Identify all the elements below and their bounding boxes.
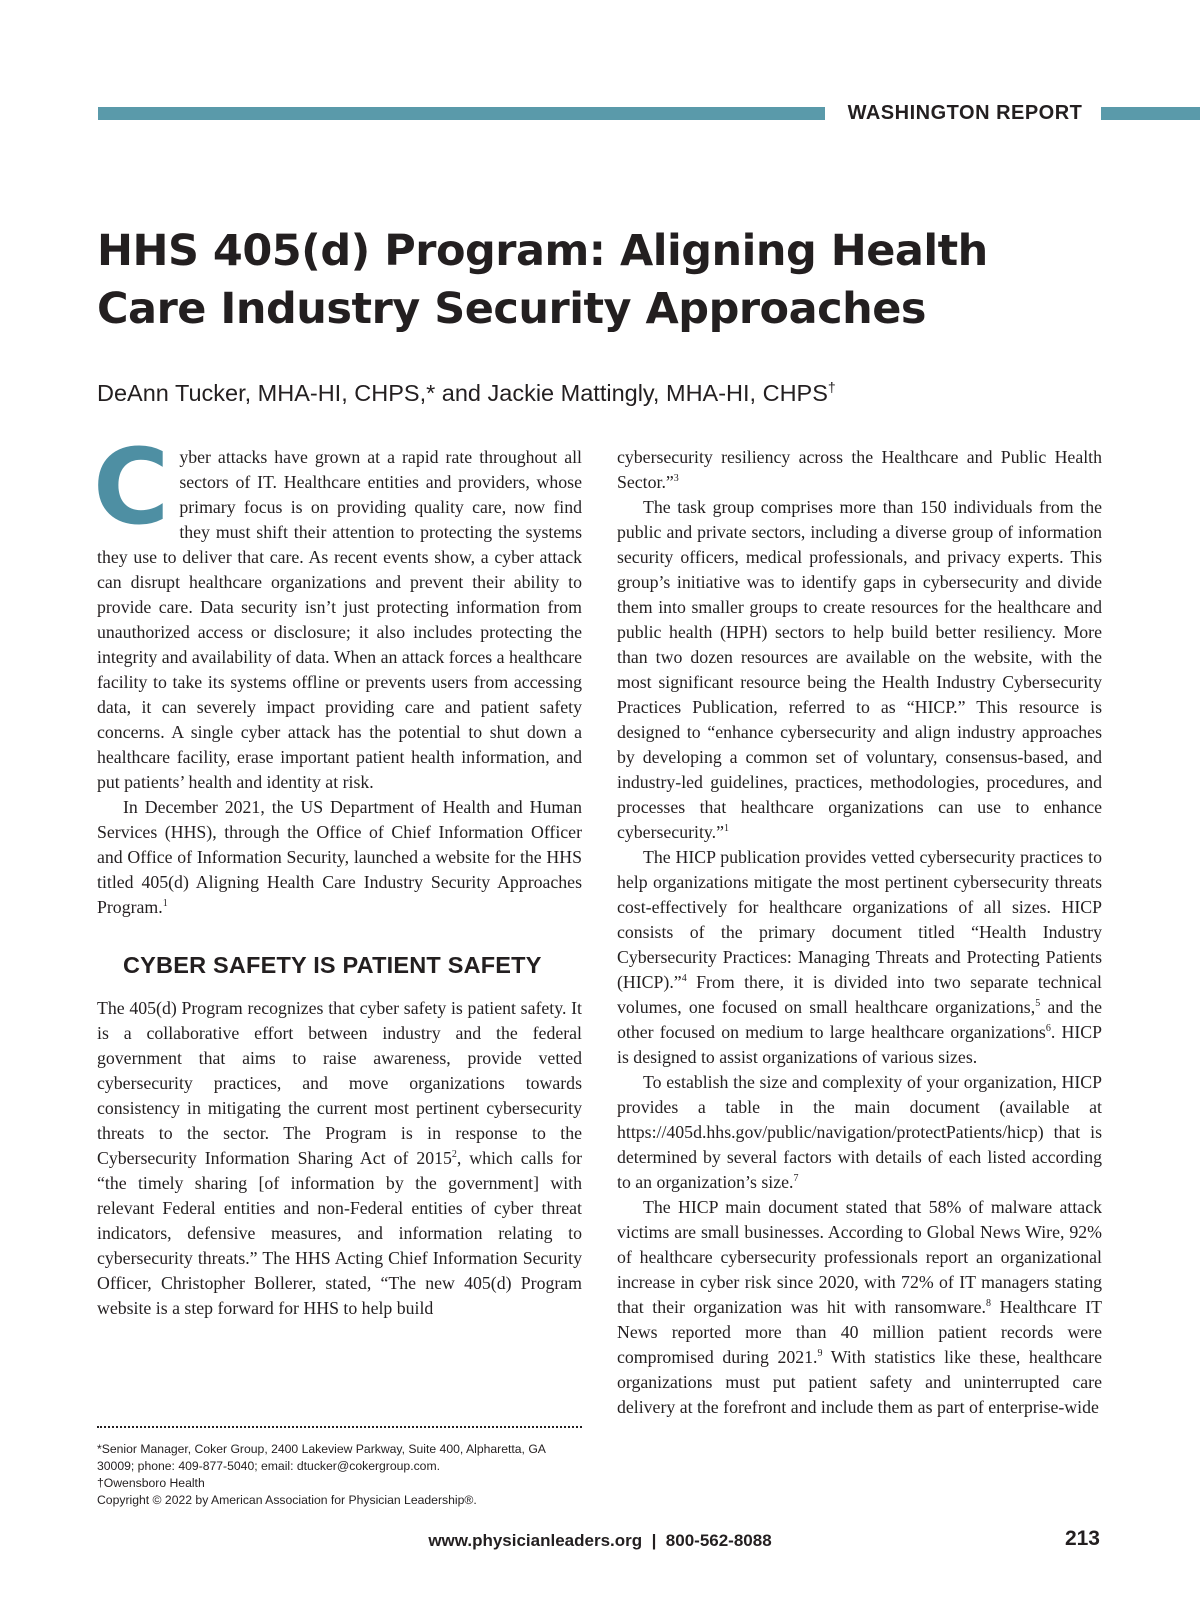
paragraph xyxy=(617,1195,1102,1420)
paragraph-text: Healthcare IT News reported more than 40 million patient records were compromised during 2021. xyxy=(617,1297,1103,1367)
paragraph xyxy=(617,1070,1102,1195)
footnote-ref: 6 xyxy=(1045,1023,1051,1035)
paragraph-text: cybersecurity resiliency across the Healthcare and Public Health Sector.” xyxy=(617,447,1102,492)
section-heading: CYBER SAFETY IS PATIENT SAFETY xyxy=(123,952,542,978)
paragraph-text: yber attacks have grown at a rapid rate throughout all sectors of IT. Healthcare entities and providers, whose primary focus is on providing quality care, now find they must shift their attention to protecting the systems they use to deliver that care. As recent events show, a cyber attack can disrupt healthcare organizations and prevent their ability to provide care. Data security isn’t just protecting information from unauthorized access or disclosure; it also includes protecting the integrity and availability of data. When an attack forces a healthcare facility to take its systems offline or prevents users from accessing data, it can severely impact providing care and patient safety concerns. A single cyber attack has the potential to shut down a healthcare facility, erase important patient health information, and put patients’ health and identity at risk. xyxy=(97,447,582,792)
footnotes xyxy=(97,1441,582,1509)
paragraph-text: The HICP publication provides vetted cybersecurity practices to help organizations mitigate the most pertinent cybersecurity threats cost-effectively for healthcare organizations of all sizes. HICP consists of the primary document titled “Health Industry Cybersecurity Practices: Managing Threats and Protecting Patients (HICP).” xyxy=(617,847,1102,992)
footnote-ref: 3 xyxy=(673,473,679,485)
footer-contact: www.physicianleaders.org | 800-562-8088 xyxy=(428,1531,772,1550)
paragraph-text: The HICP main document stated that 58% of malware attack victims are small businesses. According to Global News Wire, 92% of healthcare cybersecurity professionals report an organizational increase in cyber risk since 2020, with 72% of IT managers stating that their organization was hit with ransomware. xyxy=(617,1197,1102,1317)
footnote-ref: 1 xyxy=(723,823,729,835)
dropcap: C xyxy=(93,426,170,548)
left-column xyxy=(93,426,583,1321)
authors-dagger: † xyxy=(827,379,836,395)
paragraph-text: The 405(d) Program recognizes that cyber safety is patient safety. It is a collaborative effort between industry and the federal government that aims to raise awareness, provide vetted cybersecurity practices, and move organizations towards consistency in mitigating the current most pertinent cybersecurity threats to the sector. The Program is in response to the Cybersecurity Information Sharing Act of 2015 xyxy=(97,998,582,1168)
paragraph xyxy=(97,795,582,920)
footnote-ref: 8 xyxy=(985,1298,991,1310)
paragraph-text: and the other focused on medium to large healthcare organizations xyxy=(617,997,1102,1042)
paragraph xyxy=(617,845,1102,1070)
paragraph xyxy=(93,426,582,795)
paragraph-text: The task group comprises more than 150 individuals from the public and private sectors, including a diverse group of information security officers, medical professionals, and privacy experts. This group’s initiative was to identify gaps in cybersecurity and divide them into smaller groups to create resources for the healthcare and public health (HPH) sectors to help build better resiliency. More than two dozen resources are available on the website, with the most significant resource being the Health Industry Cybersecurity Practices Publication, referred to as “HICP.” This resource is designed to “enhance cybersecurity and align industry approaches by developing a common set of voluntary, consensus-based, and industry-led guidelines, practices, methodologies, procedures, and processes that healthcare organizations can use to enhance cybersecurity.” xyxy=(617,497,1102,842)
article-title: HHS 405(d) Program: Aligning Health Care Industry Security Approaches xyxy=(97,226,988,334)
paragraph xyxy=(617,495,1102,845)
paragraph-text: With statistics like these, healthcare organizations must put patient safety and uninterrupted care delivery at the forefront and include them as part of enterprise-wide xyxy=(617,1347,1102,1417)
section-label: WASHINGTON REPORT xyxy=(847,102,1083,124)
footnote-ref: 9 xyxy=(817,1348,823,1360)
footnote-ref: 4 xyxy=(681,973,687,985)
paragraph-text: In December 2021, the US Department of Health and Human Services (HHS), through the Office of Chief Information Officer and Office of Information Security, launched a website for the HHS titled 405(d) Aligning Health Care Industry Security Approaches Program. xyxy=(97,797,582,917)
right-column xyxy=(617,445,1102,1420)
footnote-ref: 2 xyxy=(451,1149,457,1161)
paragraph xyxy=(617,445,1102,495)
copyright-notice: Copyright © 2022 by American Association for Physician Leadership®. xyxy=(97,1493,477,1507)
header-accent-bar-left xyxy=(98,107,825,120)
footnote-ref: 5 xyxy=(1035,998,1041,1010)
paragraph xyxy=(97,996,582,1321)
page-number: 213 xyxy=(1064,1527,1100,1550)
footnote-ref: 7 xyxy=(793,1173,799,1185)
header-accent-bar-right xyxy=(1101,107,1200,120)
footnote-divider xyxy=(97,1426,582,1428)
footnote-affiliation-1: *Senior Manager, Coker Group, 2400 Lakeview Parkway, Suite 400, Alpharetta, GA 30009; phone: 409-877-5040; email: dtucker@cokergroup.com. xyxy=(97,1442,546,1473)
paragraph-text: To establish the size and complexity of your organization, HICP provides a table in the main document (available at https://405d.hhs.gov/public/navigation/protectPatients/hicp) that is determined by several factors with details of each listed according to an organization’s size. xyxy=(617,1072,1102,1192)
footnote-affiliation-2: †Owensboro Health xyxy=(97,1476,205,1490)
paragraph-text: , which calls for “the timely sharing [of information by the government] with relevant Federal entities and non-Federal entities of cyber threat indicators, defensive measures, and information relating to cybersecurity threats.” The HHS Acting Chief Information Security Officer, Christopher Bollerer, stated, “The new 405(d) Program website is a step forward for HHS to help build xyxy=(97,1148,583,1318)
article-authors xyxy=(97,372,1057,408)
paragraph-text: . HICP is designed to assist organizations of various sizes. xyxy=(617,1022,1102,1067)
authors-text: DeAnn Tucker, MHA-HI, CHPS,* and Jackie Mattingly, MHA-HI, CHPS xyxy=(97,379,828,406)
paragraph-text: From there, it is divided into two separate technical volumes, one focused on small healthcare organizations, xyxy=(617,972,1102,1017)
footnote-ref: 1 xyxy=(162,898,168,910)
